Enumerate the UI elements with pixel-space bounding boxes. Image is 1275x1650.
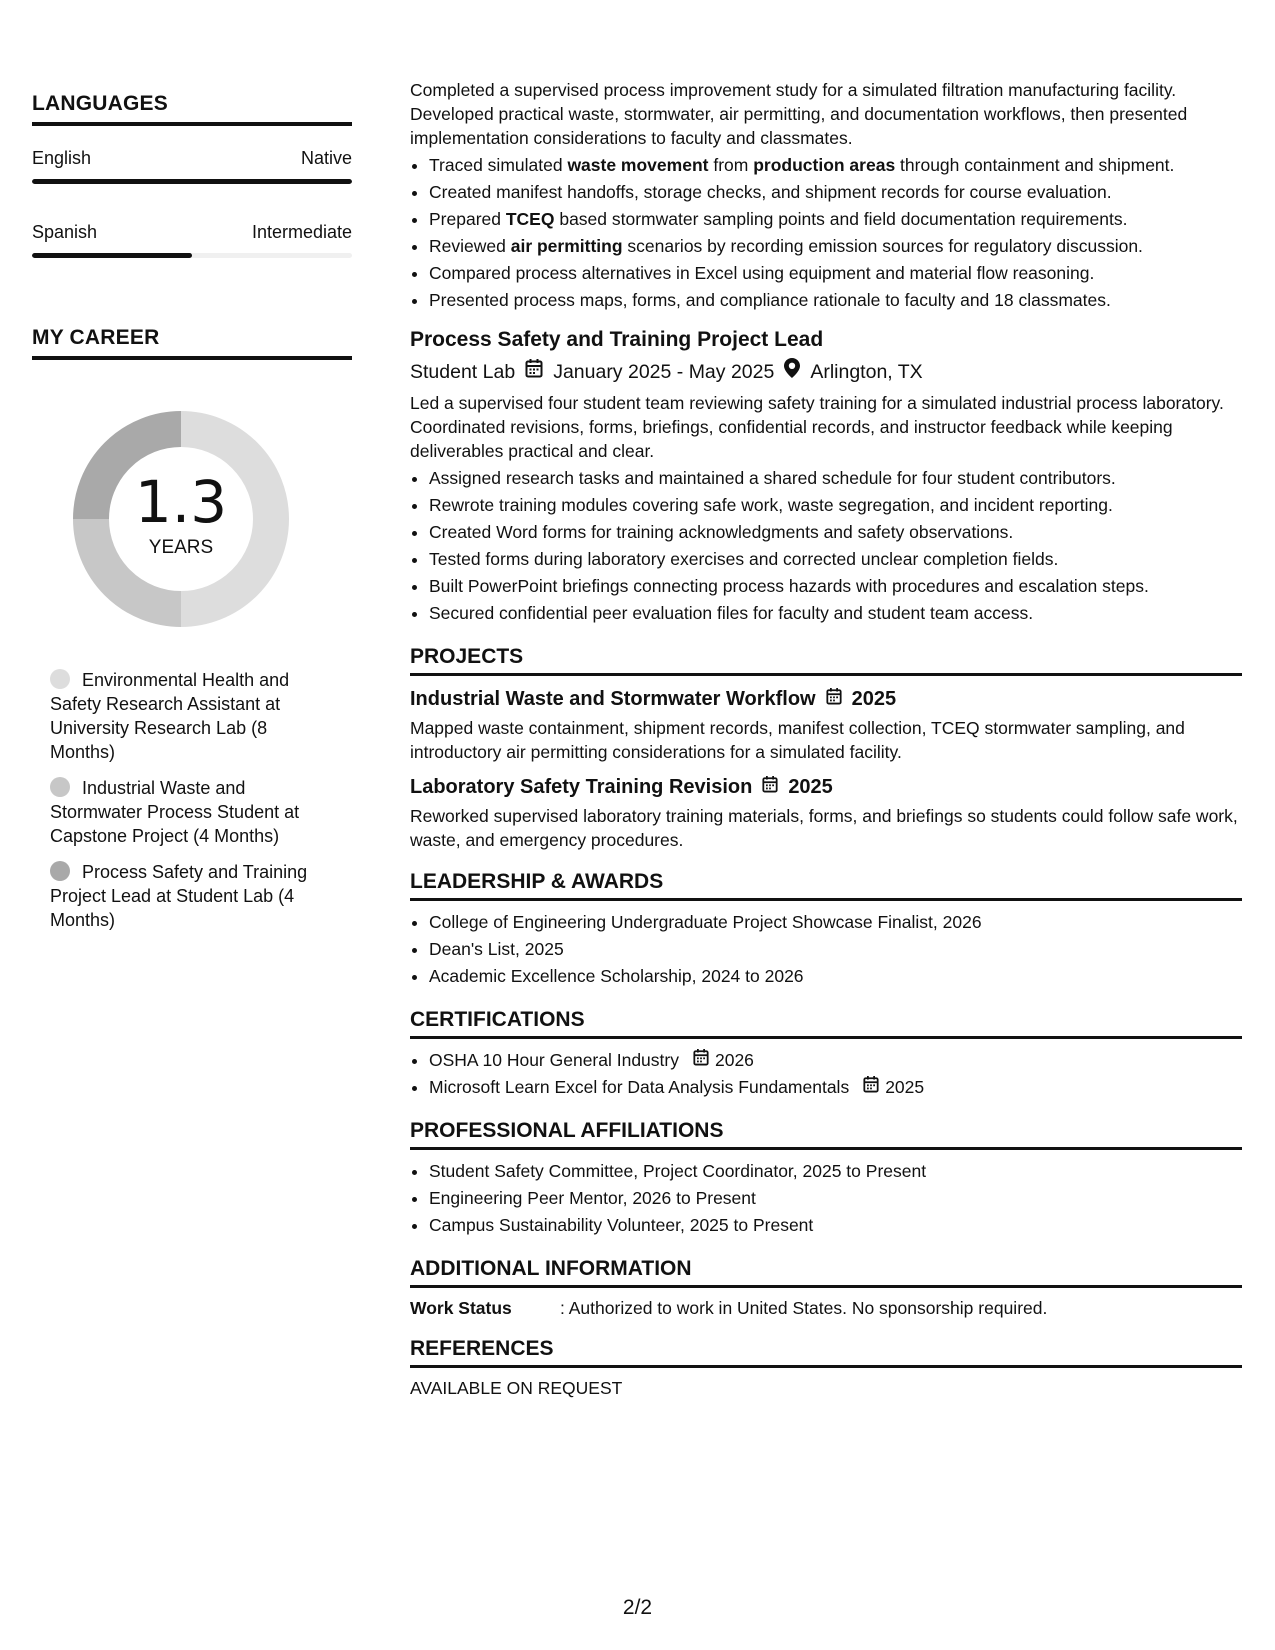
certifications-heading: CERTIFICATIONS: [410, 1008, 1242, 1039]
project-year: 2025: [851, 688, 897, 710]
job-meta: [410, 358, 1242, 385]
language-name: English: [32, 148, 92, 168]
career-total: 1.3: [134, 468, 228, 536]
calendar-icon: [863, 1074, 879, 1101]
references-text: AVAILABLE ON REQUEST: [410, 1378, 623, 1398]
bullet-item: [429, 206, 1242, 233]
bullet-item: • Created Word forms for training acknowledgments and safety observations.: [429, 519, 1242, 546]
projects-list: [410, 686, 1242, 852]
career-heading: MY CAREER: [32, 326, 352, 360]
job-org: Student Lab: [410, 360, 516, 383]
career-unit: YEARS: [148, 537, 214, 558]
donut-center: [66, 404, 296, 634]
language-bar-fill: [32, 253, 192, 258]
career-item-text: Environmental Health and Safety Research Assistant at University Research Lab (8 Months): [50, 670, 290, 762]
language-spanish: [32, 222, 352, 258]
job-location: Arlington, TX: [810, 360, 923, 383]
bullet-text: Traced simulated: [429, 155, 568, 175]
bullet-text: Created manifest handoffs, storage checks, and shipment records for course evaluation.: [429, 182, 1112, 202]
experience-bullets: [410, 152, 1242, 314]
bullet-item: [429, 260, 1242, 287]
language-name: Spanish: [32, 222, 98, 242]
bullet-item: • Student Safety Committee, Project Coordinator, 2025 to Present: [429, 1158, 1242, 1185]
bullet-item: • College of Engineering Undergraduate Project Showcase Finalist, 2026: [429, 909, 1242, 936]
project-description: Mapped waste containment, shipment records, manifest collection, TCEQ stormwater sampling, and introductory air permitting considerations for a simulated facility.: [410, 718, 1185, 762]
project-title-row: [410, 774, 1242, 800]
career-donut-chart: [66, 404, 296, 634]
bullet-item: • Secured confidential peer evaluation files for faculty and student team access.: [429, 600, 1242, 627]
affiliations-list: [410, 1158, 1242, 1239]
bullet-item: • Campus Sustainability Volunteer, 2025 to Present: [429, 1212, 1242, 1239]
bullet-text: Presented process maps, forms, and compliance rationale to faculty and 18 classmates.: [429, 290, 1111, 310]
language-level: Native: [300, 148, 352, 168]
main-content: [410, 78, 1242, 1399]
bold-text: air permitting: [510, 236, 623, 256]
certification-line: [429, 1047, 754, 1074]
language-bar-fill: [32, 179, 352, 184]
job-title: Process Safety and Training Project Lead: [410, 328, 824, 351]
languages-heading: LANGUAGES: [32, 92, 352, 126]
bullet-item: [429, 287, 1242, 314]
sidebar: [32, 92, 352, 944]
work-status-label: Work Status: [410, 1298, 512, 1318]
bullet-item: [429, 152, 1242, 179]
map-pin-icon: [784, 358, 800, 385]
bullet-item: • Engineering Peer Mentor, 2026 to Present: [429, 1185, 1242, 1212]
additional-info-heading: ADDITIONAL INFORMATION: [410, 1257, 1242, 1288]
bullet-item: • Tested forms during laboratory exercises and corrected unclear completion fields.: [429, 546, 1242, 573]
awards-heading: LEADERSHIP & AWARDS: [410, 870, 1242, 901]
career-legend: [50, 668, 320, 932]
career-legend-item: [50, 776, 320, 848]
certification-name: • OSHA 10 Hour General Industry: [429, 1050, 679, 1070]
career-legend-item: [50, 668, 320, 764]
bullet-item: • Built PowerPoint briefings connecting process hazards with procedures and escalation steps.: [429, 573, 1242, 600]
bold-text: TCEQ: [505, 209, 555, 229]
career-legend-item: [50, 860, 320, 932]
bold-text: production areas: [753, 155, 896, 175]
certification-year: 2026: [714, 1050, 754, 1070]
page-number: 2/2: [622, 1596, 653, 1619]
career-item-text: Process Safety and Training Project Lead at Student Lab (4 Months): [50, 862, 308, 930]
project-description: Reworked supervised laboratory training materials, forms, and briefings so students could follow safe work, waste, and emergency procedures.: [410, 806, 1238, 850]
work-status-row: [410, 1298, 1242, 1319]
awards-list: [410, 909, 1242, 990]
certification-item: [429, 1047, 1242, 1074]
project-title: Laboratory Safety Training Revision: [410, 776, 753, 798]
language-bar: [32, 179, 352, 184]
bullet-item: • Dean's List, 2025: [429, 936, 1242, 963]
bullet-item: • Academic Excellence Scholarship, 2024 to 2026: [429, 963, 1242, 990]
references-heading: REFERENCES: [410, 1337, 1242, 1368]
bullet-text: through containment and shipment.: [895, 155, 1175, 175]
work-status-value: : Authorized to work in United States. No sponsorship required.: [560, 1298, 1048, 1318]
project-year: 2025: [788, 776, 833, 798]
projects-heading: PROJECTS: [410, 645, 1242, 676]
certification-name: • Microsoft Learn Excel for Data Analysis Fundamentals: [429, 1077, 850, 1097]
legend-dot: [50, 669, 70, 689]
bullet-item: [429, 179, 1242, 206]
certification-line: [429, 1074, 924, 1101]
calendar-icon: [826, 686, 842, 712]
project-title: Industrial Waste and Stormwater Workflow: [410, 688, 816, 710]
language-level: Intermediate: [251, 222, 352, 242]
job-bullets: [410, 465, 1242, 627]
bullet-text: Compared process alternatives in Excel using equipment and material flow reasoning.: [429, 263, 1095, 283]
certification-item: [429, 1074, 1242, 1101]
bullet-item: [429, 233, 1242, 260]
legend-dot: [50, 777, 70, 797]
legend-dot: [50, 861, 70, 881]
bullet-text: based stormwater sampling points and field documentation requirements.: [554, 209, 1128, 229]
language-english: [32, 148, 352, 184]
affiliations-heading: PROFESSIONAL AFFILIATIONS: [410, 1119, 1242, 1150]
certifications-list: [410, 1047, 1242, 1101]
calendar-icon: [762, 774, 778, 800]
bullet-text: from: [708, 155, 754, 175]
calendar-icon: [525, 358, 543, 385]
job-summary: Led a supervised four student team reviewing safety training for a simulated industrial process laboratory. Coordinated revisions, forms, briefings, confidential records, and instructor feedback while keeping deliverables practical and clear.: [410, 393, 1224, 461]
job-dates: January 2025 - May 2025: [553, 360, 775, 383]
bullet-text: scenarios by recording emission sources for regulatory discussion.: [622, 236, 1143, 256]
bullet-text: Prepared: [429, 209, 506, 229]
bullet-item: • Assigned research tasks and maintained a shared schedule for four student contributors.: [429, 465, 1242, 492]
bullet-item: • Rewrote training modules covering safe work, waste segregation, and incident reporting.: [429, 492, 1242, 519]
bullet-text: Reviewed: [429, 236, 511, 256]
calendar-icon: [693, 1047, 709, 1074]
project-title-row: [410, 686, 1242, 712]
bold-text: waste movement: [567, 155, 709, 175]
certification-year: 2025: [885, 1077, 925, 1097]
career-item-text: Industrial Waste and Stormwater Process Student at Capstone Project (4 Months): [50, 778, 300, 846]
experience-summary: Completed a supervised process improvement study for a simulated filtration manufacturing facility. Developed practical waste, stormwater, air permitting, and documentation workflows, then presented implementation considerations to faculty and classmates.: [410, 80, 1188, 148]
language-bar: [32, 253, 352, 258]
